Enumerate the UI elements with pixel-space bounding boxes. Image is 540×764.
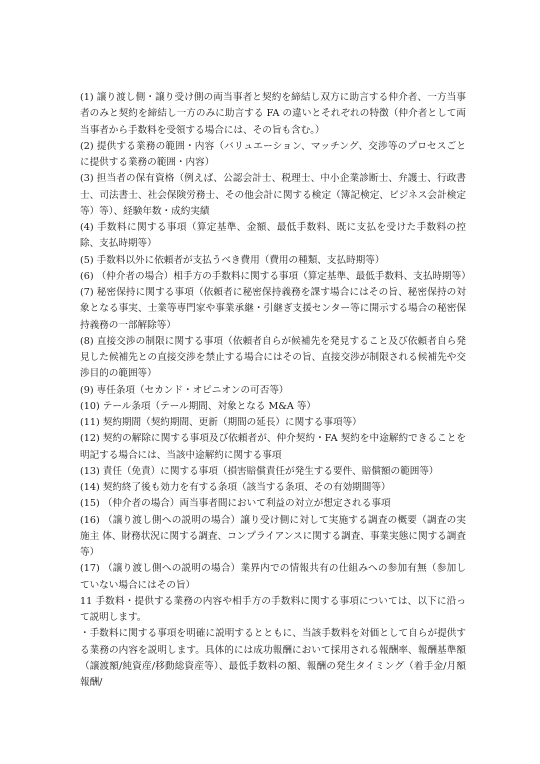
list-item-16: (16) （譲り渡し側への説明の場合）譲り受け側に対して実施する調査の概要（調査の実施主 体、財務状況に関する調査、コンプライアンスに関する調査、事業実態に関する調査等） <box>80 514 466 558</box>
document-body <box>80 90 471 691</box>
list-item-5: (5) 手数料以外に依頼者が支払うべき費用（費用の種類、支払時期等） <box>80 254 385 266</box>
list-item-13: (13) 責任（免責）に関する事項（損害賠償責任が発生する要件、賠償額の範囲等） <box>80 465 439 477</box>
list-item-17: (17) （譲り渡し側への説明の場合）業界内での情報共有の仕組みへの参加有無（参加していない場合にはその旨） <box>80 563 466 591</box>
section-11-paragraph: 11 手数料・提供する業務の内容や相手方の手数料に関する事項については、以下に沿って説明します。 <box>80 595 466 623</box>
list-item-3: (3) 担当者の保有資格（例えば、公認会計士、税理士、中小企業診断士、弁護士、行政書士、司法書士、社会保険労務士、その他会計に関する検定（簿記検定、ビジネス会計検定等）等）、経験年数・成約実績 <box>80 173 466 217</box>
list-item-7: (7) 秘密保持に関する事項（依頼者に秘密保持義務を課す場合にはその旨、秘密保持の対象となる事実、士業等専門家や事業承継・引継ぎ支援センター等に開示する場合の秘密保持義務の一部解除等） <box>80 287 466 331</box>
list-item-15: (15) （仲介者の場合）両当事者間において利益の対立が想定される事項 <box>80 498 391 510</box>
list-item-12: (12) 契約の解除に関する事項及び依頼者が、仲介契約・FA 契約を中途解約できることを明記する場合には、当該中途解約に関する事項 <box>80 433 466 461</box>
list-item-1: (1) 譲り渡し側・譲り受け側の両当事者と契約を締結し双方に助言する仲介者、一方当事者のみと契約を締結し一方のみに助言する FA の違いとそれぞれの特徴（仲介者として両当事者から手数料を受領する場合には、その旨も含む。） <box>80 92 466 136</box>
list-item-6: (6) （仲介者の場合）相手方の手数料に関する事項（算定基準、最低手数料、支払時期等） <box>80 270 471 282</box>
list-item-9: (9) 専任条項（セカンド・オピニオンの可否等） <box>80 384 289 396</box>
list-item-14: (14) 契約終了後も効力を有する条項（該当する条項、その有効期間等） <box>80 482 391 493</box>
list-item-8: (8) 直接交渉の制限に関する事項（依頼者自らが候補先を発見すること及び依頼者自ら発見した候補先との直接交渉を禁止する場合にはその旨、直接交渉が制限される候補先や交渉目的の範囲等） <box>80 335 466 380</box>
list-item-11: (11) 契約期間（契約期間、更新（期間の延長）に関する事項等） <box>80 417 362 428</box>
list-item-2: (2) 提供する業務の範囲・内容（バリュエーション、マッチング、交渉等のプロセスごとに提供する業務の範囲・内容） <box>80 140 466 168</box>
list-item-10: (10) テール条項（テール期間、対象となる M&A 等） <box>80 400 317 412</box>
fee-explanation-paragraph: ・手数料に関する事項を明確に説明するとともに、当該手数料を対価として自らが提供する業務の内容を説明します。具体的には成功報酬において採用される報酬率、報酬基準額（譲渡額/純資産/移動総資産等）、最低手数料の額、報酬の発生タイミング（着手金/月額報酬/ <box>80 628 466 688</box>
list-item-4: (4) 手数料に関する事項（算定基準、金額、最低手数料、既に支払を受けた手数料の控除、支払時期等） <box>80 222 466 250</box>
